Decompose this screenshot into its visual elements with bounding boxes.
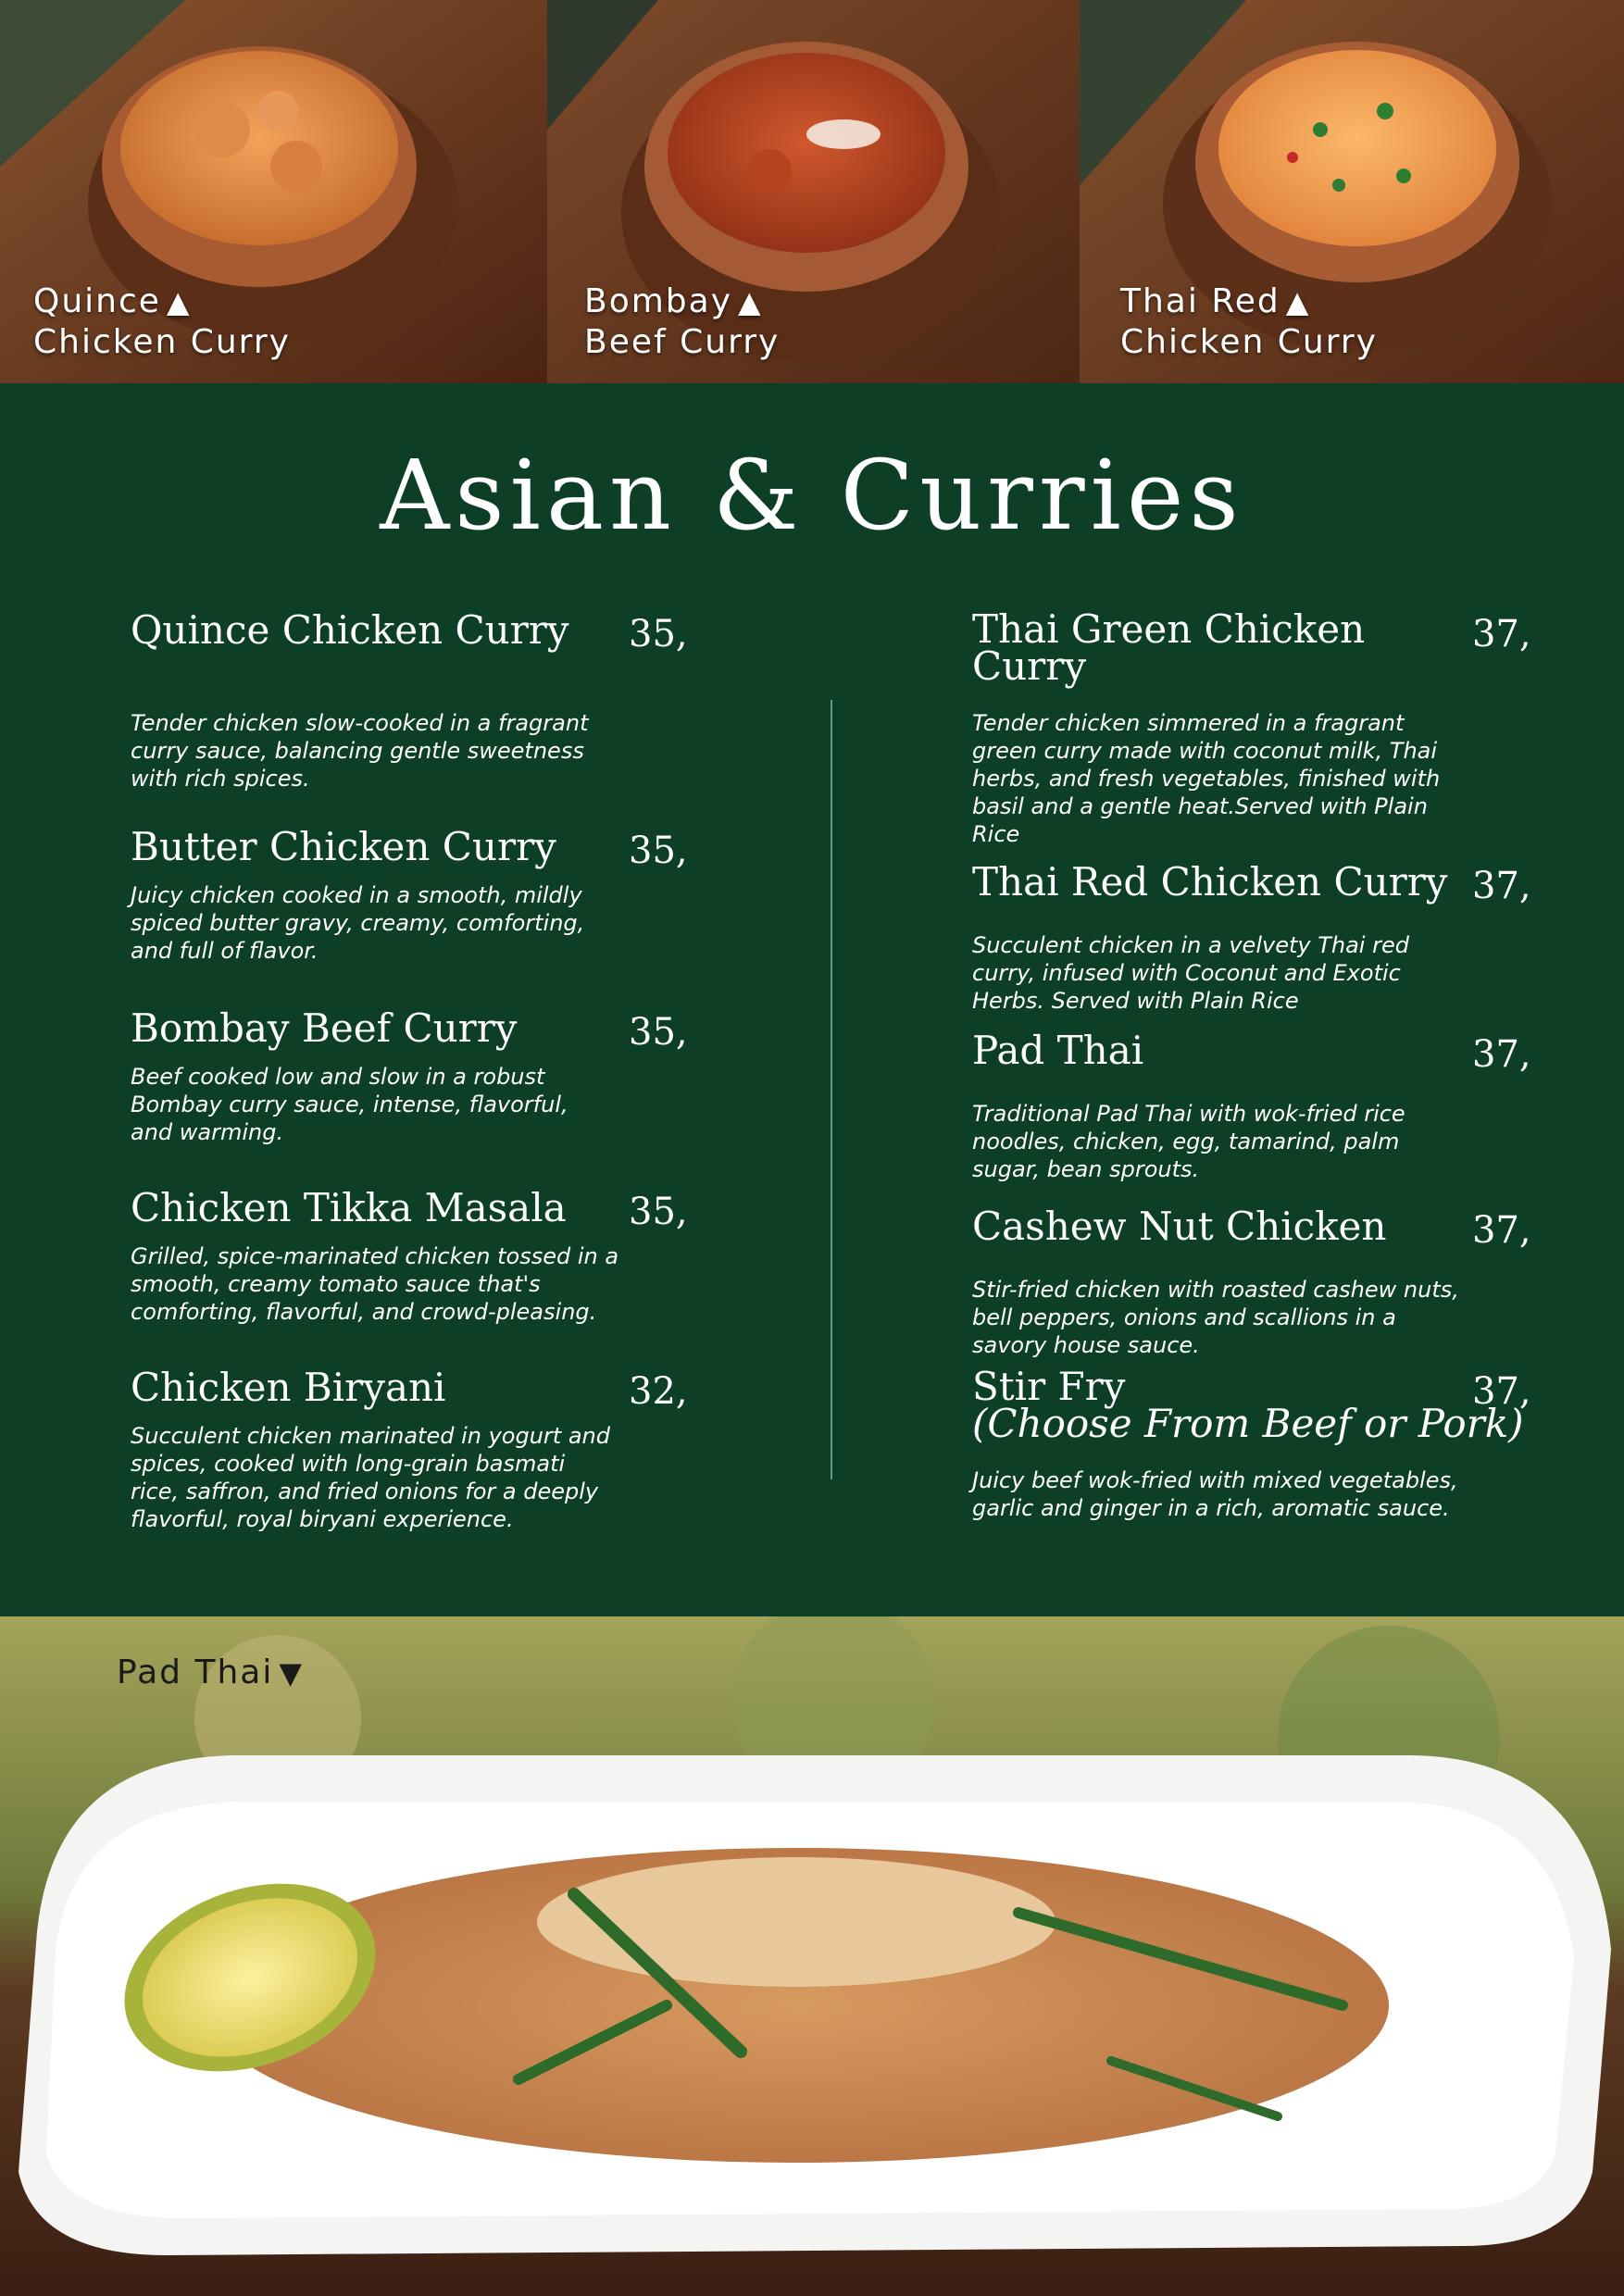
caption-line1: Quince bbox=[33, 282, 161, 320]
caption-line2: Chicken Curry bbox=[1120, 323, 1378, 361]
item-name-main: Stir Fry bbox=[972, 1364, 1126, 1409]
triangle-up-icon: ▲ bbox=[1285, 284, 1311, 319]
top-photo-strip bbox=[0, 0, 1624, 383]
item-price: 37, bbox=[1472, 1209, 1531, 1252]
triangle-down-icon: ▼ bbox=[279, 1655, 304, 1691]
photo-bombay-beef-curry bbox=[547, 0, 1080, 383]
caption-line2: Beef Curry bbox=[584, 323, 781, 361]
photo-quince-chicken-curry bbox=[0, 0, 547, 383]
photo-caption bbox=[117, 1653, 304, 1691]
item-name: Thai Red Chicken Curry bbox=[972, 859, 1448, 905]
item-price: 35, bbox=[629, 830, 688, 872]
photo-caption bbox=[584, 281, 780, 363]
item-description: Traditional Pad Thai with wok-fried rice noodles, chicken, egg, tamarind, palm sugar, bean sprouts. bbox=[972, 1101, 1405, 1182]
triangle-up-icon: ▲ bbox=[738, 284, 763, 319]
item-name: Cashew Nut Chicken bbox=[972, 1204, 1387, 1249]
item-description: Stir-fried chicken with roasted cashew nuts, bell peppers, onions and scallions in a savory house sauce. bbox=[972, 1277, 1459, 1358]
caption-line1: Thai Red bbox=[1120, 282, 1280, 320]
triangle-up-icon: ▲ bbox=[166, 284, 192, 319]
item-name: Pad Thai bbox=[972, 1028, 1144, 1073]
item-price: 35, bbox=[629, 613, 688, 655]
item-price: 37, bbox=[1472, 865, 1531, 907]
pad-thai-photo bbox=[0, 1616, 1624, 2296]
item-name: Chicken Tikka Masala bbox=[131, 1185, 567, 1230]
item-name: Quince Chicken Curry bbox=[131, 607, 569, 653]
menu-panel bbox=[0, 383, 1624, 1616]
item-name-sub: (Choose From Beef or Pork) bbox=[972, 1401, 1524, 1446]
item-name: Bombay Beef Curry bbox=[131, 1005, 518, 1051]
photo-thai-red-chicken-curry bbox=[1080, 0, 1624, 383]
caption-label: Pad Thai bbox=[117, 1653, 274, 1691]
item-price: 35, bbox=[629, 1191, 688, 1233]
item-description: Tender chicken slow-cooked in a fragrant curry sauce, balancing gentle sweetness with rich spices. bbox=[131, 710, 589, 792]
pad-thai-image bbox=[0, 1616, 1624, 2296]
item-name bbox=[972, 1364, 1524, 1446]
item-price: 37, bbox=[1472, 613, 1531, 655]
item-name: Butter Chicken Curry bbox=[131, 824, 556, 869]
item-name: Chicken Biryani bbox=[131, 1365, 446, 1410]
item-price: 35, bbox=[629, 1011, 688, 1054]
item-description: Juicy beef wok-fried with mixed vegetables, garlic and ginger in a rich, aromatic sauce. bbox=[972, 1467, 1458, 1521]
item-description: Succulent chicken marinated in yogurt and spices, cooked with long-grain basmati rice, saffron, and fried onions for a deeply flavorful, royal biryani experience. bbox=[131, 1423, 610, 1532]
item-description: Succulent chicken in a velvety Thai red curry, infused with Coconut and Exotic Herbs. Served with Plain Rice bbox=[972, 932, 1409, 1014]
item-name: Thai Green Chicken Curry bbox=[972, 606, 1366, 689]
item-description: Juicy chicken cooked in a smooth, mildly spiced butter gravy, creamy, comforting, and full of flavor. bbox=[131, 882, 585, 964]
column-divider bbox=[831, 700, 832, 1479]
item-price: 37, bbox=[1472, 1033, 1531, 1076]
caption-line2: Chicken Curry bbox=[33, 323, 291, 361]
item-description: Grilled, spice-marinated chicken tossed in a smooth, creamy tomato sauce that's comforting, flavorful, and crowd-pleasing. bbox=[131, 1243, 619, 1325]
photo-caption bbox=[33, 281, 291, 363]
item-description: Tender chicken simmered in a fragrant green curry made with coconut milk, Thai herbs, and fresh vegetables, finished with basil and a gentle heat.Served with Plain Rice bbox=[972, 710, 1441, 847]
section-title: Asian & Curries bbox=[380, 439, 1244, 552]
caption-line1: Bombay bbox=[584, 282, 733, 320]
item-description: Beef cooked low and slow in a robust Bombay curry sauce, intense, flavorful, and warming. bbox=[131, 1064, 568, 1145]
photo-caption bbox=[1120, 281, 1378, 363]
item-price: 32, bbox=[629, 1370, 688, 1413]
item-price: 37, bbox=[1472, 1370, 1531, 1413]
